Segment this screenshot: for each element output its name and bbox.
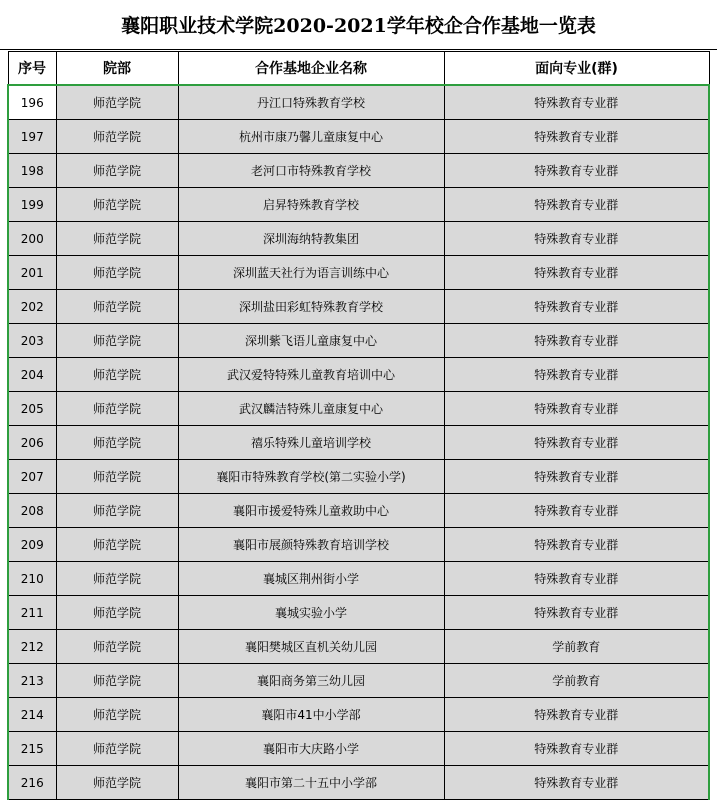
table-row bbox=[8, 392, 709, 426]
cell-index[interactable]: 211 bbox=[8, 596, 56, 630]
cell-department[interactable]: 师范学院 bbox=[56, 562, 178, 596]
cooperation-base-table bbox=[7, 51, 710, 800]
cell-index[interactable]: 203 bbox=[8, 324, 56, 358]
header-index[interactable]: 序号 bbox=[8, 52, 56, 86]
cell-department[interactable]: 师范学院 bbox=[56, 120, 178, 154]
cell-company-name[interactable]: 武汉麟洁特殊儿童康复中心 bbox=[178, 392, 444, 426]
cell-department[interactable]: 师范学院 bbox=[56, 460, 178, 494]
cell-department[interactable]: 师范学院 bbox=[56, 324, 178, 358]
cell-company-name[interactable]: 深圳盐田彩虹特殊教育学校 bbox=[178, 290, 444, 324]
cell-major[interactable]: 特殊教育专业群 bbox=[444, 85, 709, 120]
cell-major[interactable]: 特殊教育专业群 bbox=[444, 766, 709, 800]
cell-company-name[interactable]: 襄阳商务第三幼儿园 bbox=[178, 664, 444, 698]
cell-company-name[interactable]: 深圳蓝天社行为语言训练中心 bbox=[178, 256, 444, 290]
cell-company-name[interactable]: 襄阳市援爱特殊儿童救助中心 bbox=[178, 494, 444, 528]
cell-company-name[interactable]: 杭州市康乃馨儿童康复中心 bbox=[178, 120, 444, 154]
cell-major[interactable]: 特殊教育专业群 bbox=[444, 528, 709, 562]
cell-major[interactable]: 特殊教育专业群 bbox=[444, 596, 709, 630]
cell-department[interactable]: 师范学院 bbox=[56, 358, 178, 392]
cell-company-name[interactable]: 襄阳市41中小学部 bbox=[178, 698, 444, 732]
table-row bbox=[8, 188, 709, 222]
cell-major[interactable]: 特殊教育专业群 bbox=[444, 426, 709, 460]
table-row bbox=[8, 120, 709, 154]
cell-company-name[interactable]: 武汉爱特特殊儿童教育培训中心 bbox=[178, 358, 444, 392]
cell-company-name[interactable]: 禧乐特殊儿童培训学校 bbox=[178, 426, 444, 460]
cell-index[interactable]: 201 bbox=[8, 256, 56, 290]
header-department[interactable]: 院部 bbox=[56, 52, 178, 86]
table-row bbox=[8, 732, 709, 766]
table-row bbox=[8, 698, 709, 732]
cell-department[interactable]: 师范学院 bbox=[56, 290, 178, 324]
cell-index[interactable]: 206 bbox=[8, 426, 56, 460]
cell-major[interactable]: 特殊教育专业群 bbox=[444, 154, 709, 188]
cell-major[interactable]: 特殊教育专业群 bbox=[444, 188, 709, 222]
cell-index[interactable]: 199 bbox=[8, 188, 56, 222]
cell-department[interactable]: 师范学院 bbox=[56, 732, 178, 766]
table-row bbox=[8, 85, 709, 120]
cell-index[interactable]: 198 bbox=[8, 154, 56, 188]
cell-index[interactable]: 212 bbox=[8, 630, 56, 664]
cell-department[interactable]: 师范学院 bbox=[56, 392, 178, 426]
table-row bbox=[8, 562, 709, 596]
table-row bbox=[8, 222, 709, 256]
cell-major[interactable]: 特殊教育专业群 bbox=[444, 324, 709, 358]
cell-major[interactable]: 特殊教育专业群 bbox=[444, 120, 709, 154]
cell-major[interactable]: 特殊教育专业群 bbox=[444, 392, 709, 426]
header-major[interactable]: 面向专业(群) bbox=[444, 52, 709, 86]
cell-index[interactable]: 207 bbox=[8, 460, 56, 494]
cell-index[interactable]: 202 bbox=[8, 290, 56, 324]
cell-index[interactable]: 200 bbox=[8, 222, 56, 256]
cell-department[interactable]: 师范学院 bbox=[56, 426, 178, 460]
cell-department[interactable]: 师范学院 bbox=[56, 528, 178, 562]
cell-major[interactable]: 特殊教育专业群 bbox=[444, 698, 709, 732]
cell-major[interactable]: 特殊教育专业群 bbox=[444, 222, 709, 256]
table-row bbox=[8, 358, 709, 392]
cell-department[interactable]: 师范学院 bbox=[56, 154, 178, 188]
header-company-name[interactable]: 合作基地企业名称 bbox=[178, 52, 444, 86]
table-row bbox=[8, 664, 709, 698]
header-row bbox=[8, 52, 709, 86]
table-row bbox=[8, 426, 709, 460]
table-row bbox=[8, 290, 709, 324]
cell-company-name[interactable]: 深圳紫飞语儿童康复中心 bbox=[178, 324, 444, 358]
cell-department[interactable]: 师范学院 bbox=[56, 766, 178, 800]
table-row bbox=[8, 630, 709, 664]
cell-department[interactable]: 师范学院 bbox=[56, 630, 178, 664]
cell-index[interactable]: 209 bbox=[8, 528, 56, 562]
cell-department[interactable]: 师范学院 bbox=[56, 222, 178, 256]
cell-company-name[interactable]: 丹江口特殊教育学校 bbox=[178, 85, 444, 120]
cell-company-name[interactable]: 启昇特殊教育学校 bbox=[178, 188, 444, 222]
cell-major[interactable]: 特殊教育专业群 bbox=[444, 732, 709, 766]
table-row bbox=[8, 324, 709, 358]
cell-company-name[interactable]: 襄阳市第二十五中小学部 bbox=[178, 766, 444, 800]
cell-index[interactable]: 216 bbox=[8, 766, 56, 800]
cell-major[interactable]: 特殊教育专业群 bbox=[444, 290, 709, 324]
cell-index[interactable]: 204 bbox=[8, 358, 56, 392]
cell-index[interactable]: 210 bbox=[8, 562, 56, 596]
cell-company-name[interactable]: 襄城实验小学 bbox=[178, 596, 444, 630]
cell-department[interactable]: 师范学院 bbox=[56, 698, 178, 732]
table-row bbox=[8, 528, 709, 562]
cell-company-name[interactable]: 襄阳市大庆路小学 bbox=[178, 732, 444, 766]
cell-major[interactable]: 特殊教育专业群 bbox=[444, 358, 709, 392]
cell-major[interactable]: 特殊教育专业群 bbox=[444, 494, 709, 528]
cell-major[interactable]: 学前教育 bbox=[444, 630, 709, 664]
cell-major[interactable]: 特殊教育专业群 bbox=[444, 460, 709, 494]
cell-department[interactable]: 师范学院 bbox=[56, 494, 178, 528]
cell-index[interactable]: 215 bbox=[8, 732, 56, 766]
cell-company-name[interactable]: 襄城区荆州街小学 bbox=[178, 562, 444, 596]
cell-department[interactable]: 师范学院 bbox=[56, 664, 178, 698]
cell-major[interactable]: 学前教育 bbox=[444, 664, 709, 698]
table-row bbox=[8, 494, 709, 528]
cell-company-name[interactable]: 襄阳市特殊教育学校(第二实验小学) bbox=[178, 460, 444, 494]
cell-company-name[interactable]: 襄阳樊城区直机关幼儿园 bbox=[178, 630, 444, 664]
cell-index[interactable]: 208 bbox=[8, 494, 56, 528]
cell-major[interactable]: 特殊教育专业群 bbox=[444, 562, 709, 596]
cell-department[interactable]: 师范学院 bbox=[56, 85, 178, 120]
cell-department[interactable]: 师范学院 bbox=[56, 256, 178, 290]
cell-index[interactable]: 205 bbox=[8, 392, 56, 426]
cell-index[interactable]: 197 bbox=[8, 120, 56, 154]
cell-company-name[interactable]: 襄阳市展颜特殊教育培训学校 bbox=[178, 528, 444, 562]
table-row bbox=[8, 154, 709, 188]
cell-company-name[interactable]: 深圳海纳特教集团 bbox=[178, 222, 444, 256]
table-row bbox=[8, 256, 709, 290]
table-row bbox=[8, 460, 709, 494]
cell-index[interactable]: 214 bbox=[8, 698, 56, 732]
cell-company-name[interactable]: 老河口市特殊教育学校 bbox=[178, 154, 444, 188]
table-row bbox=[8, 596, 709, 630]
table-row bbox=[8, 766, 709, 800]
cell-department[interactable]: 师范学院 bbox=[56, 596, 178, 630]
cell-major[interactable]: 特殊教育专业群 bbox=[444, 256, 709, 290]
table-body bbox=[8, 85, 709, 800]
cell-index[interactable]: 213 bbox=[8, 664, 56, 698]
sheet-title: 襄阳职业技术学院2020-2021学年校企合作基地一览表 bbox=[0, 0, 717, 50]
cell-department[interactable]: 师范学院 bbox=[56, 188, 178, 222]
cell-index[interactable]: 196 bbox=[8, 85, 56, 120]
